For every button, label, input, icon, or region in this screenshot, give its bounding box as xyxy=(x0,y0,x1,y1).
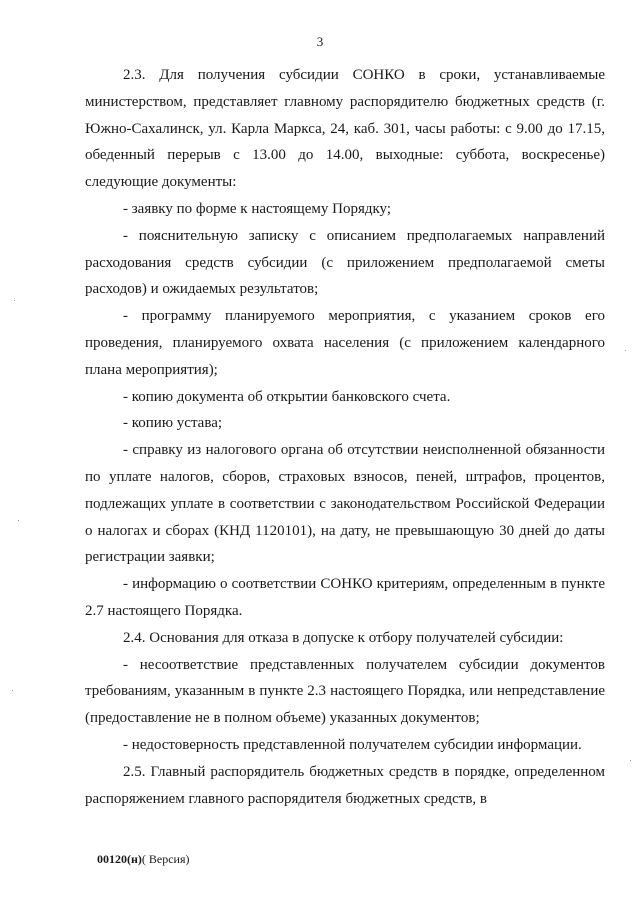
list-item-noncompliance: - несоответствие представленных получателем субсидии документов требованиям, указанным в пункте 2.3 настоящего Порядка, или непредставление (предоставление не в полном объеме) указанных документов; xyxy=(85,656,605,727)
document-footer xyxy=(97,852,190,867)
list-item-bank-account-copy: - копию документа об открытии банковского счета. xyxy=(123,388,451,405)
list-item-charter-copy: - копию устава; xyxy=(123,415,223,432)
scan-speck xyxy=(18,520,19,521)
list-item-tax-certificate: - справку из налогового органа об отсутствии неисполненной обязанности по уплате налогов, сборов, страховых взносов, пеней, штрафов, процентов, подлежащих уплате в соответствии с законодательством Российской Федерации о налогах и сборах (КНД 1120101), на дату, не превышающую 30 дней до даты регистрации заявки; xyxy=(85,442,605,566)
scan-speck xyxy=(630,760,631,761)
paragraph-2-5: 2.5. Главный распорядитель бюджетных средств в порядке, определенном распоряжением главного распорядителя бюджетных средств, в xyxy=(85,763,605,807)
paragraph-2-4: 2.4. Основания для отказа в допуске к отбору получателей субсидии: xyxy=(123,629,564,646)
document-body xyxy=(85,62,605,812)
list-item-application: - заявку по форме к настоящему Порядку; xyxy=(123,200,392,217)
list-item-inaccuracy: - недостоверность представленной получателем субсидии информации. xyxy=(123,736,582,753)
list-item-criteria-info: - информацию о соответствии СОНКО критериям, определенным в пункте 2.7 настоящего Порядка. xyxy=(85,576,605,619)
scan-speck xyxy=(12,690,13,691)
list-item-explanatory-note: - пояснительную записку с описанием предполагаемых направлений расходования средств субсидии (с приложением предполагаемой сметы расходов) и ожидаемых результатов; xyxy=(85,227,605,298)
list-item-event-program: - программу планируемого мероприятия, с указанием сроков его проведения, планируемого охвата населения (с приложением календарного плана мероприятия); xyxy=(85,308,605,378)
scan-speck xyxy=(14,300,15,301)
paragraph-2-3: 2.3. Для получения субсидии СОНКО в сроки, устанавливаемые министерством, представляет главному распорядителю бюджетных средств (г. Южно-Сахалинск, ул. Карла Маркса, 24, каб. 301, часы работы: с 9.00 до 17.15, обеденный перерыв с 13.00 до 14.00, выходные: суббота, воскресенье) следующие документы: xyxy=(85,67,605,191)
page-number: 3 xyxy=(316,34,324,49)
footer-code: 00120(н) xyxy=(97,852,142,866)
scan-speck xyxy=(625,350,626,351)
footer-version: ( Версия) xyxy=(141,852,190,866)
